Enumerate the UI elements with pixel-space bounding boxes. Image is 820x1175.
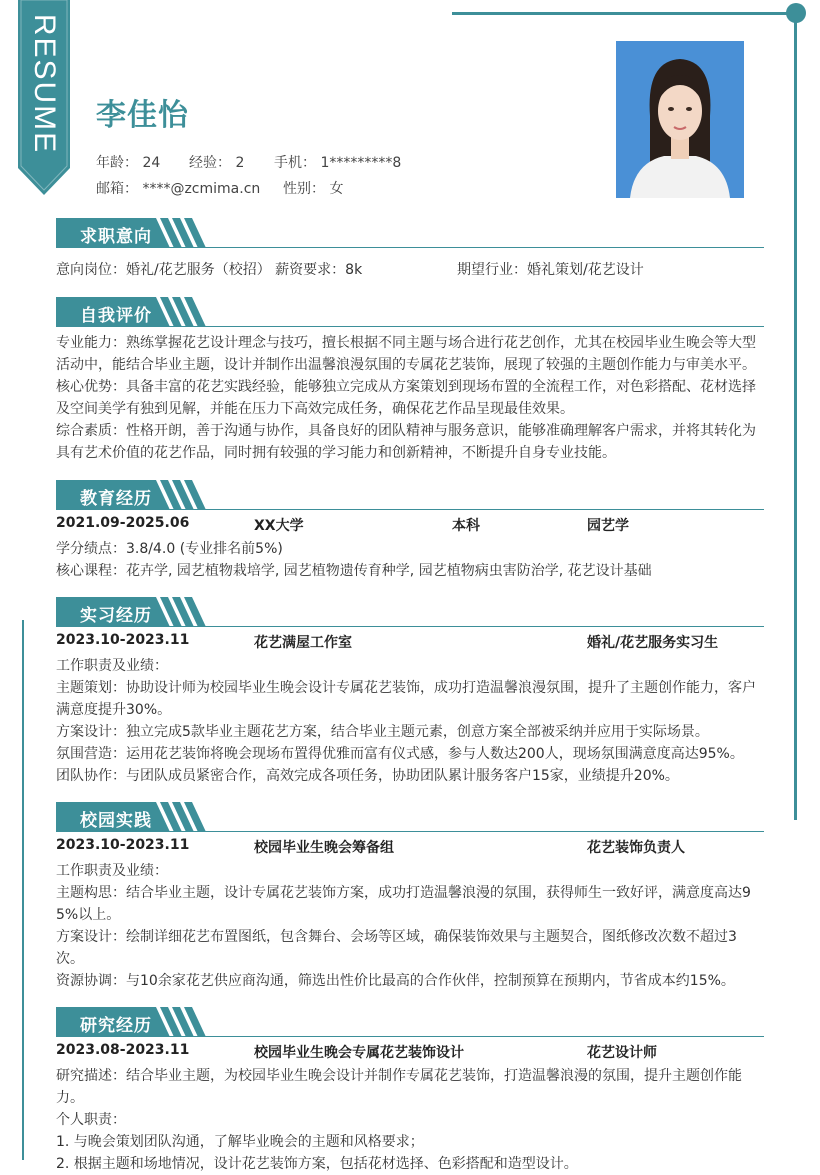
- section-divider: [56, 626, 764, 627]
- section-header-self: [56, 297, 764, 327]
- profile-photo: [616, 41, 744, 198]
- text-line: 核心优势：具备丰富的花艺实践经验，能够独立完成从方案策划到现场布置的全流程工作，对色彩搭配、花材选择: [56, 379, 756, 395]
- section-divider: [56, 831, 764, 832]
- section-title: 自我评价: [80, 306, 152, 326]
- section-header-internship: [56, 597, 764, 627]
- section-divider: [56, 247, 764, 248]
- campus-role: 花艺装饰负责人: [587, 840, 685, 856]
- campus-org: 校园毕业生晚会筹备组: [254, 840, 394, 856]
- edu-major: 园艺学: [587, 518, 629, 534]
- text-line: 1. 与晚会策划团队沟通，了解毕业晚会的主题和风格要求；: [56, 1134, 424, 1150]
- right-decor-line: [794, 12, 797, 820]
- top-decor-line: [452, 12, 797, 15]
- research-role: 花艺设计师: [587, 1045, 657, 1061]
- self-evaluation-text: [56, 332, 766, 464]
- edu-details: [56, 538, 766, 582]
- section-divider: [56, 326, 764, 327]
- text-line: 方案设计：绘制详细花艺布置图纸，包含舞台、会场等区域，确保装饰效果与主题契合，图纸修改次数不超过3: [56, 929, 737, 945]
- campus-details: [56, 860, 766, 992]
- text-line: 团队协作：与团队成员紧密合作，高效完成各项任务，协助团队累计服务客户15家，业绩提升20%。: [56, 768, 679, 784]
- text-line: 核心课程：花卉学, 园艺植物栽培学, 园艺植物遗传育种学, 园艺植物病虫害防治学, 花艺设计基础: [56, 563, 652, 579]
- text-line: 及空间美学有独到见解，并能在压力下高效完成任务，确保花艺作品呈现最佳效果。: [56, 401, 574, 417]
- text-line: 主题策划：协助设计师为校园毕业生晚会设计专属花艺装饰，成功打造温馨浪漫氛围，提升了主题创作能力，客户: [56, 680, 756, 696]
- edu-date: 2021.09-2025.06: [56, 515, 190, 531]
- edu-degree: 本科: [452, 518, 480, 534]
- intern-role: 婚礼/花艺服务实习生: [587, 635, 719, 651]
- section-title: 研究经历: [80, 1016, 152, 1036]
- text-line: 工作职责及业绩：: [56, 658, 168, 674]
- text-line: 学分绩点：3.8/4.0 (专业排名前5%): [56, 541, 283, 557]
- text-line: 5%以上。: [56, 907, 121, 923]
- text-line: 工作职责及业绩：: [56, 863, 168, 879]
- section-divider: [56, 509, 764, 510]
- research-details: [56, 1065, 766, 1175]
- resume-ribbon-text: RESUME: [28, 13, 62, 155]
- section-title: 实习经历: [80, 606, 152, 626]
- text-line: 研究描述：结合毕业主题，为校园毕业生晚会设计并制作专属花艺装饰，打造温馨浪漫的氛围，提升主题创作能: [56, 1068, 742, 1084]
- candidate-name: 李佳怡: [96, 98, 189, 133]
- text-line: 具有艺术价值的花艺作品，同时拥有较强的学习能力和创新精神，不断提升自身专业技能。: [56, 445, 616, 461]
- section-header-intent: [56, 218, 764, 248]
- info-age: 年龄： 24: [96, 155, 161, 171]
- text-line: 主题构思：结合毕业主题，设计专属花艺装饰方案，成功打造温馨浪漫的氛围，获得师生一致好评，满意度高达9: [56, 885, 751, 901]
- intern-details: [56, 655, 766, 787]
- text-line: 个人职责：: [56, 1112, 126, 1128]
- text-line: 资源协调：与10余家花艺供应商沟通，筛选出性价比最高的合作伙伴，控制预算在预期内，节省成本约15%。: [56, 973, 735, 989]
- campus-date: 2023.10-2023.11: [56, 837, 190, 853]
- section-title: 校园实践: [80, 811, 152, 831]
- text-line: 次。: [56, 951, 84, 967]
- edu-school: XX大学: [254, 518, 304, 534]
- intent-industry: 期望行业：婚礼策划/花艺设计: [457, 262, 644, 278]
- left-decor-line: [22, 620, 24, 1160]
- intern-date: 2023.10-2023.11: [56, 632, 190, 648]
- text-line: 专业能力：熟练掌握花艺设计理念与技巧，擅长根据不同主题与场合进行花艺创作，尤其在校园毕业生晚会等大型: [56, 335, 756, 351]
- text-line: 满意度提升30%。: [56, 702, 172, 718]
- section-header-research: [56, 1007, 764, 1037]
- section-header-education: [56, 480, 764, 510]
- text-line: 2. 根据主题和场地情况，设计花艺装饰方案，包括花材选择、色彩搭配和造型设计。: [56, 1156, 578, 1172]
- info-phone: 手机： 1*********8: [274, 155, 402, 171]
- section-title: 教育经历: [80, 489, 152, 509]
- intern-org: 花艺满屋工作室: [254, 635, 352, 651]
- text-line: 方案设计：独立完成5款毕业主题花艺方案，结合毕业主题元素，创意方案全部被采纳并应用于实际场景。: [56, 724, 709, 740]
- section-header-campus: [56, 802, 764, 832]
- section-divider: [56, 1036, 764, 1037]
- text-line: 氛围营造：运用花艺装饰将晚会现场布置得优雅而富有仪式感，参与人数达200人，现场氛围满意度高达95%。: [56, 746, 744, 762]
- info-experience: 经验： 2: [189, 155, 245, 171]
- info-gender: 性别： 女: [283, 181, 344, 197]
- text-line: 力。: [56, 1090, 84, 1106]
- info-email: 邮箱： ****@zcmima.cn: [96, 181, 261, 197]
- research-org: 校园毕业生晚会专属花艺装饰设计: [254, 1045, 464, 1061]
- text-line: 活动中，能结合毕业主题，设计并制作出温馨浪漫氛围的专属花艺装饰，展现了较强的主题创作能力与审美水平。: [56, 357, 756, 373]
- research-date: 2023.08-2023.11: [56, 1042, 190, 1058]
- intent-position: 意向岗位：婚礼/花艺服务（校招） 薪资要求：8k: [56, 262, 363, 278]
- section-title: 求职意向: [80, 227, 152, 247]
- text-line: 综合素质：性格开朗，善于沟通与协作，具备良好的团队精神与服务意识，能够准确理解客户需求，并将其转化为: [56, 423, 756, 439]
